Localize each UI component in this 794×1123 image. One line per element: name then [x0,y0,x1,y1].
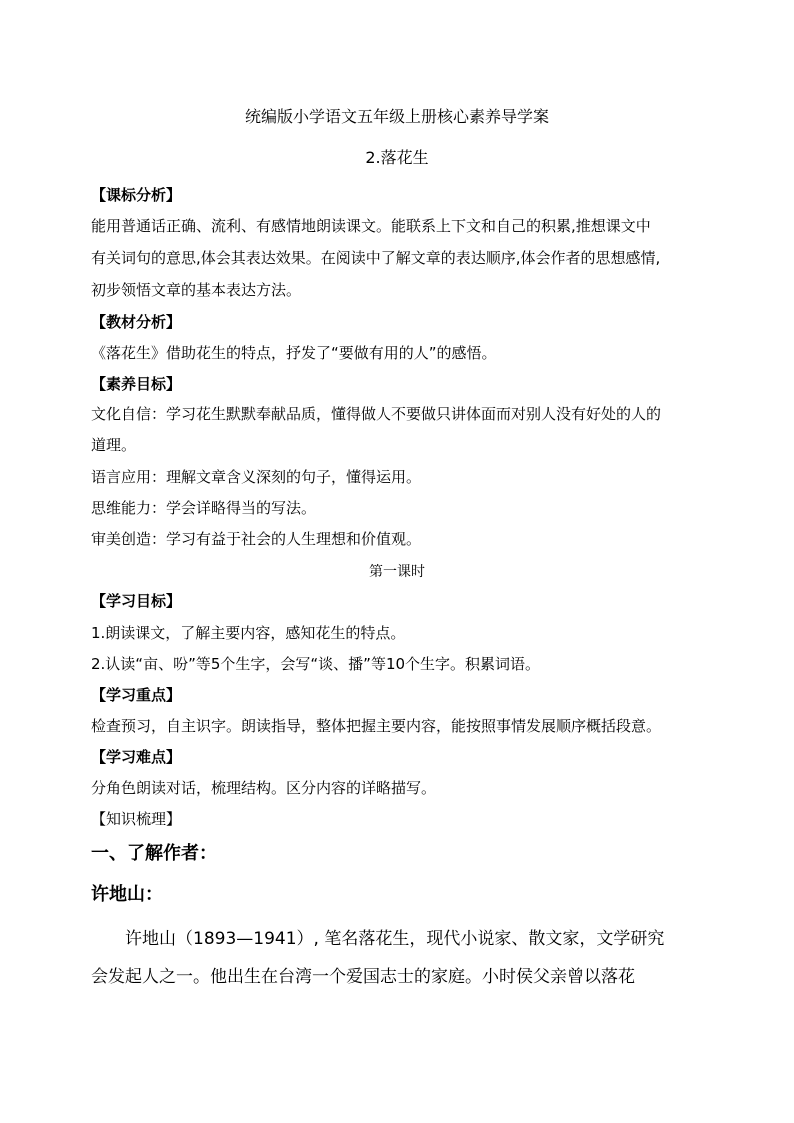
paragraph-line: 语言应用：理解文章含义深刻的句子，懂得运用。 [91,468,422,486]
paragraph-line: 会发起人之一。他出生在台湾一个爱国志士的家庭。小时侯父亲曾以落花 [91,967,635,987]
paragraph-line: 能用普通话正确、流利、有感情地朗读课文。能联系上下文和自己的积累,推想课文中 [91,217,651,235]
paragraph-line: 2.认读“亩、吩”等5个生字，会写“谈、播”等10个生字。积累词语。 [91,655,541,673]
section-heading-learning-goals: 【学习目标】 [91,592,182,610]
section-heading-literacy-goals: 【素养目标】 [91,375,182,393]
paragraph-line: 思维能力：学会详略得当的写法。 [91,499,317,517]
lesson-title: 2.落花生 [365,148,429,167]
section-heading-textbook: 【教材分析】 [91,313,182,331]
paragraph-line: 检查预习，自主识字。朗读指导，整体把握主要内容，能按照事情发展顺序概括段意。 [91,717,662,735]
section-heading-curriculum: 【课标分析】 [91,186,182,204]
period-title: 第一课时 [369,564,425,580]
paragraph-line: 有关词句的意思,体会其表达效果。在阅读中了解文章的表达顺序,体会作者的思想感情, [91,249,661,267]
paragraph-line: 文化自信：学习花生默默奉献品质，懂得做人不要做只讲体面而对别人没有好处的人的 [91,405,662,423]
section-heading-knowledge: 【知识梳理】 [91,810,182,828]
paragraph-line: 《落花生》借助花生的特点，抒发了“要做有用的人”的感悟。 [91,344,497,362]
heading-know-author: 一、了解作者： [91,843,217,864]
paragraph-line: 许地山（1893—1941）, 笔名落花生，现代小说家、散文家，文学研究 [91,929,665,949]
paragraph-line: 1.朗读课文，了解主要内容，感知花生的特点。 [91,624,406,642]
paragraph-line: 道理。 [91,436,137,454]
section-heading-difficulties: 【学习难点】 [91,748,182,766]
paragraph-line: 分角色朗读对话，梳理结构。区分内容的详略描写。 [91,779,437,797]
document-title: 统编版小学语文五年级上册核心素养导学案 [244,107,549,126]
paragraph-line: 审美创造：学习有益于社会的人生理想和价值观。 [91,530,422,548]
heading-author-name: 许地山： [91,884,163,905]
paragraph-line: 初步领悟文章的基本表达方法。 [91,281,302,299]
section-heading-key-points: 【学习重点】 [91,686,182,704]
